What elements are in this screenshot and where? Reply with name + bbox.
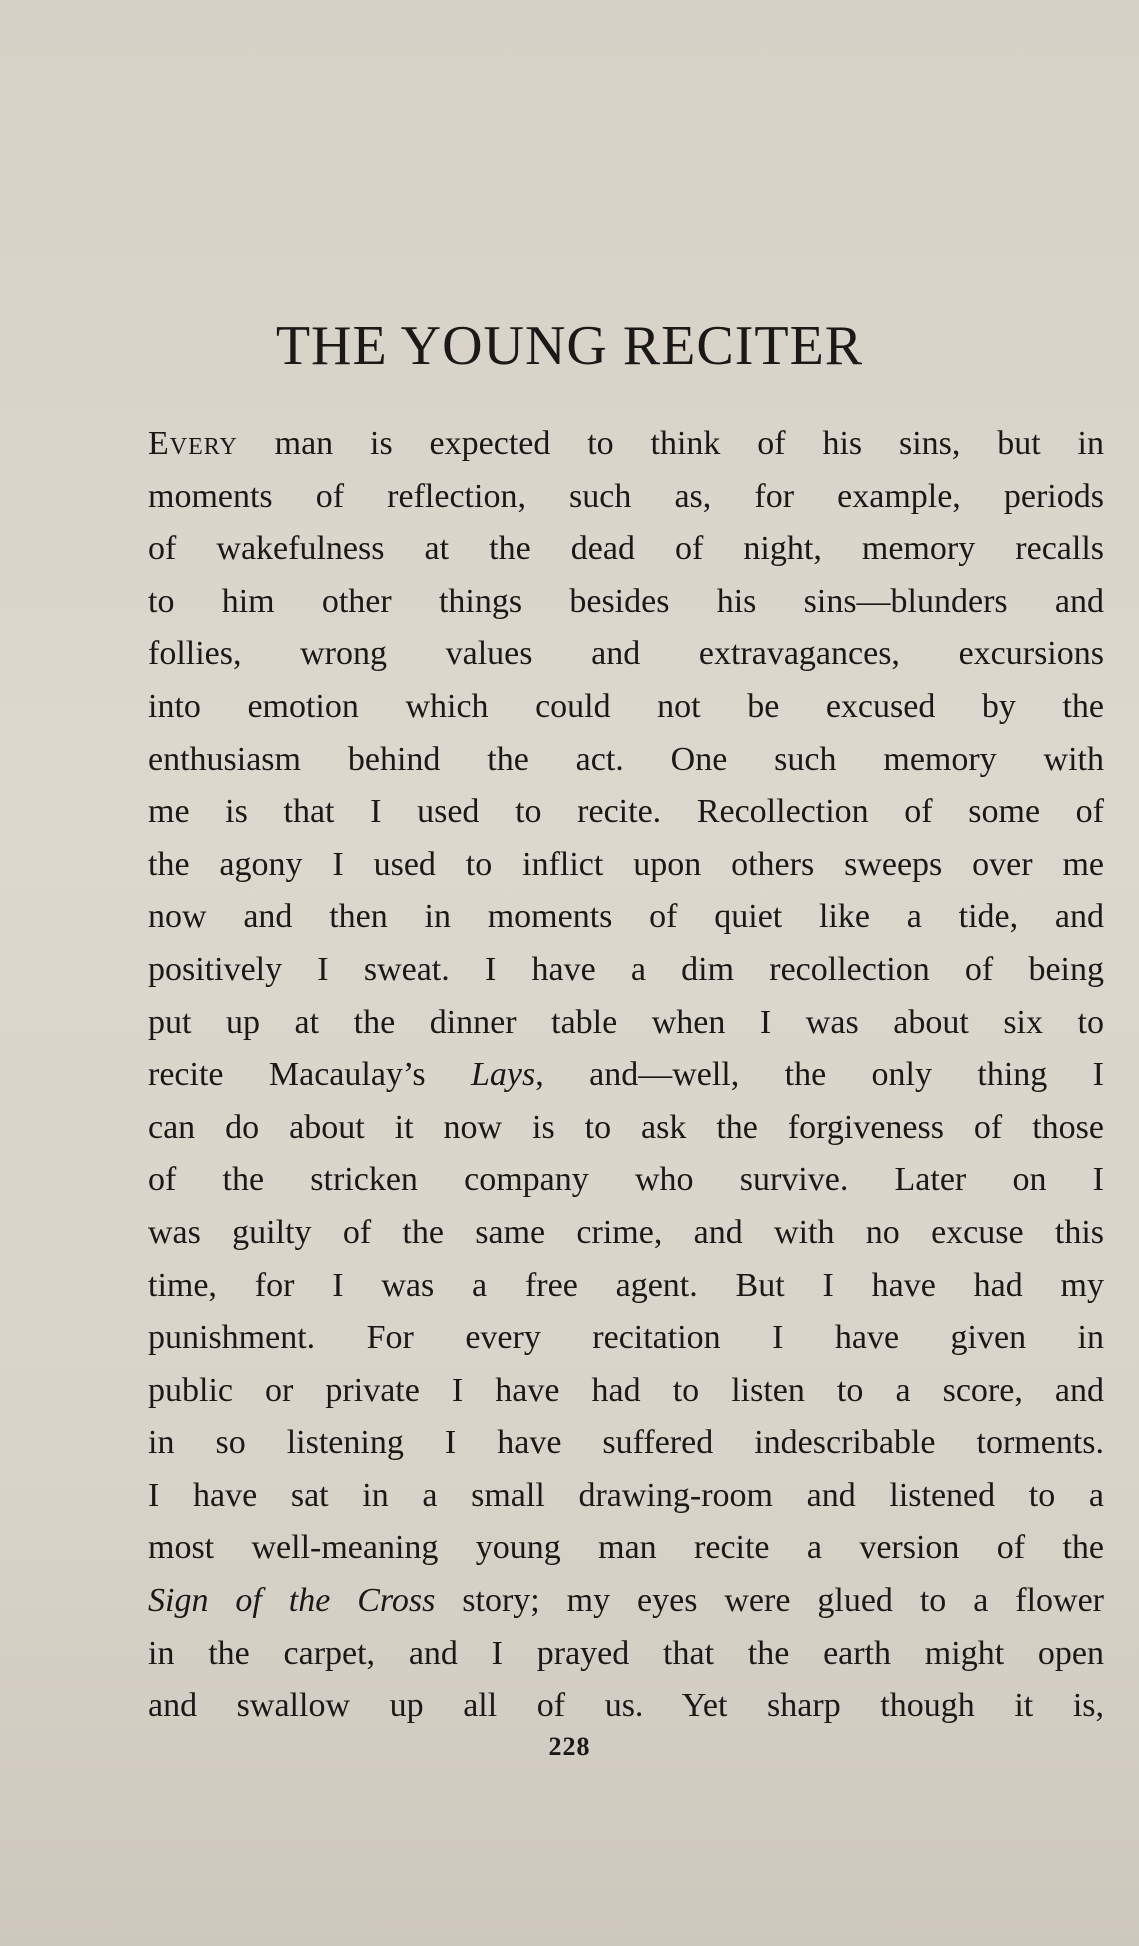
chapter-title: THE YOUNG RECITER: [275, 315, 864, 377]
text-line: me is that I used to recite. Recollection of some of: [148, 793, 1104, 831]
text-line: positively I sweat. I have a dim recollection of being: [148, 950, 1104, 988]
text-line: I have sat in a small drawing-room and listened to a: [148, 1476, 1104, 1514]
text-line: public or private I have had to listen to a score, and: [148, 1371, 1104, 1409]
text-line: moments of reflection, such as, for example, periods: [148, 477, 1104, 515]
small-caps-word: Every: [148, 425, 238, 462]
text-line: enthusiasm behind the act. One such memory with: [148, 740, 1104, 778]
italic-title: Sign of the Cross: [148, 1582, 436, 1620]
text-line: and swallow up all of us. Yet sharp though it is,: [148, 1687, 1104, 1725]
text-line: most well-meaning young man recite a version of the: [148, 1529, 1104, 1567]
text-line: into emotion which could not be excused by the: [148, 687, 1104, 725]
text-line: can do about it now is to ask the forgiveness of those: [148, 1108, 1104, 1146]
text-line: follies, wrong values and extravagances, excursions: [148, 635, 1104, 673]
text-line: in the carpet, and I prayed that the earth might open: [148, 1634, 1104, 1672]
text-line: put up at the dinner table when I was about six to: [148, 1003, 1104, 1041]
text-line: of the stricken company who survive. Later on I: [148, 1161, 1104, 1199]
page-number: 228: [548, 1732, 591, 1761]
body-text: [148, 418, 1104, 1733]
text-line: recite Macaulay’s Lays, and—well, the only thing I: [148, 1056, 1104, 1094]
text-line: punishment. For every recitation I have given in: [148, 1319, 1104, 1357]
text-line: time, for I was a free agent. But I have had my: [148, 1266, 1104, 1304]
text-line: now and then in moments of quiet like a tide, and: [148, 898, 1104, 936]
text-line: was guilty of the same crime, and with no excuse this: [148, 1213, 1104, 1251]
text-line: in so listening I have suffered indescribable torments.: [148, 1424, 1104, 1462]
italic-title: Lays: [470, 1056, 536, 1094]
text-line: to him other things besides his sins—blunders and: [148, 582, 1104, 620]
text-line: Every man is expected to think of his sins, but in: [148, 425, 1104, 462]
text-line: Sign of the Cross story; my eyes were glued to a flower: [148, 1582, 1104, 1620]
text-line: the agony I used to inflict upon others sweeps over me: [148, 845, 1104, 883]
text-line: of wakefulness at the dead of night, memory recalls: [148, 530, 1104, 568]
